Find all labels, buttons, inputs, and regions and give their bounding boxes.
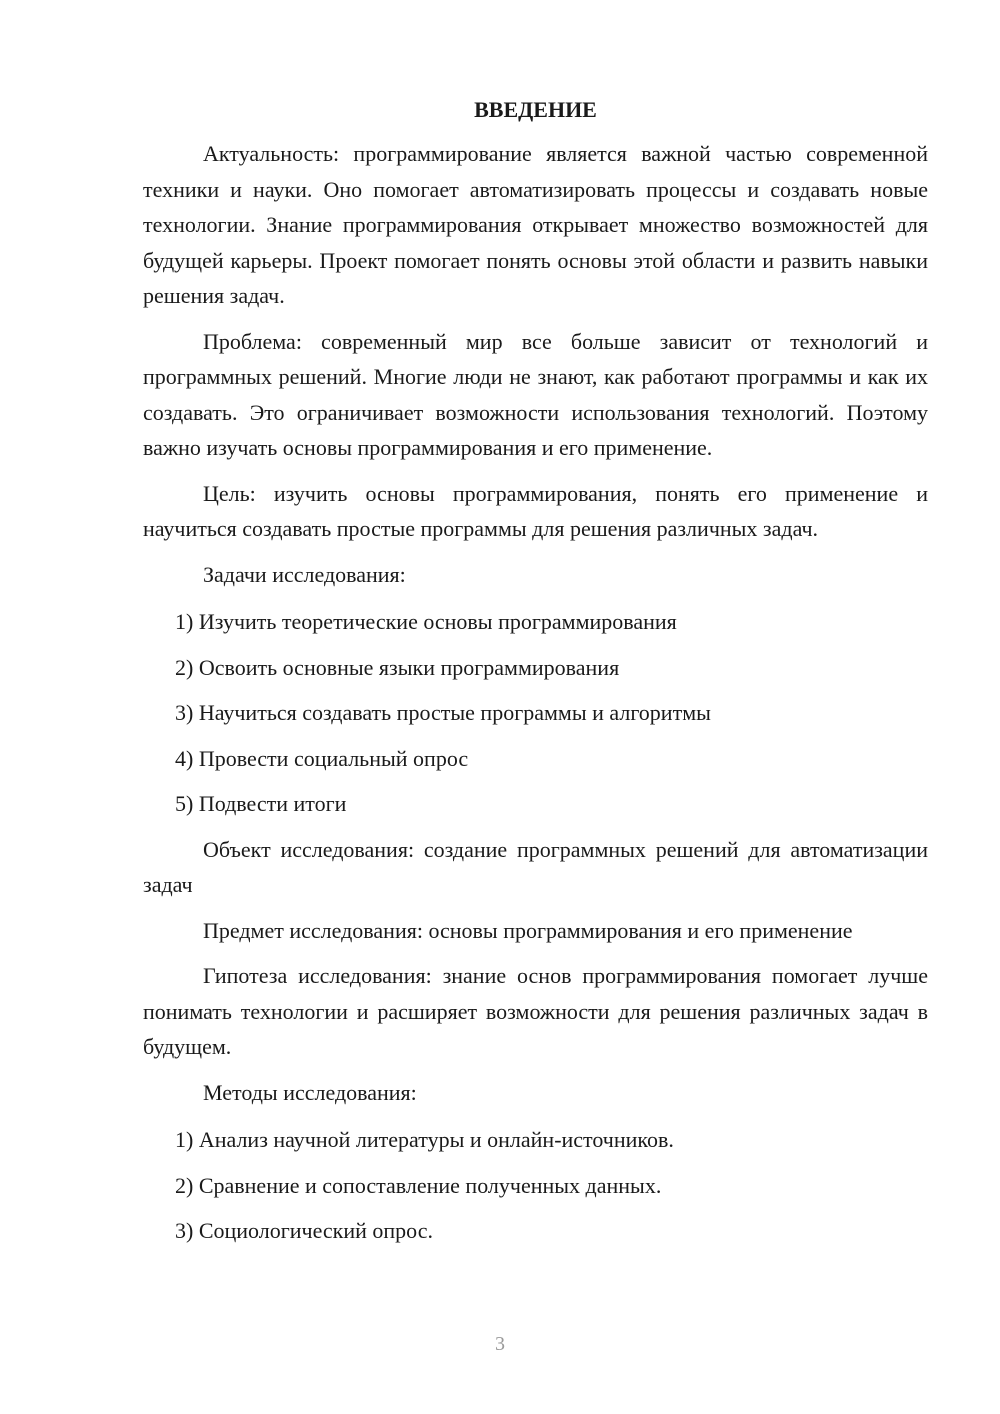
tasks-heading: Задачи исследования: (203, 561, 406, 587)
list-item: 1) Изучить теоретические основы программирования (175, 609, 677, 634)
list-item: 2) Освоить основные языки программирования (175, 654, 620, 680)
hypothesis-paragraph: Гипотеза исследования: знание основ программирования помогает лучше понимать технологии и расширяет возможности для решения различных задач в будущем. (143, 963, 928, 1059)
list-item: 1) Анализ научной литературы и онлайн-источников. (175, 1127, 674, 1152)
list-item: 4) Провести социальный опрос (175, 745, 469, 771)
list-item: 5) Подвести итоги (175, 791, 347, 816)
page-title: ВВЕДЕНИЕ (474, 97, 597, 122)
goal-paragraph: Цель: изучить основы программирования, понять его применение и научиться создавать простые программы для решения различных задач. (143, 480, 928, 541)
methods-list (143, 1122, 928, 1249)
page-number: 3 (495, 1333, 505, 1355)
list-item: 3) Социологический опрос. (175, 1218, 433, 1243)
list-item: 3) Научиться создавать простые программы и алгоритмы (175, 700, 711, 725)
subject-paragraph: Предмет исследования: основы программирования и его применение (203, 917, 853, 943)
methods-heading: Методы исследования: (203, 1079, 417, 1105)
problem-paragraph: Проблема: современный мир все больше зависит от технологий и программных решений. Многие люди не знают, как работают программы и как их создавать. Это ограничивает возможности использования технологий. Поэтому важно изучать основы программирования и его применение. (143, 328, 928, 460)
relevance-paragraph: Актуальность: программирование является важной частью современной техники и науки. Оно помогает автоматизировать процессы и создавать новые технологии. Знание программирования открывает множество возможностей для будущей карьеры. Проект помогает понять основы этой области и развить навыки решения задач. (143, 141, 928, 308)
tasks-list (143, 604, 928, 822)
document-page (143, 92, 928, 1259)
object-paragraph: Объект исследования: создание программных решений для автоматизации задач (143, 836, 928, 897)
list-item: 2) Сравнение и сопоставление полученных данных. (175, 1172, 662, 1198)
